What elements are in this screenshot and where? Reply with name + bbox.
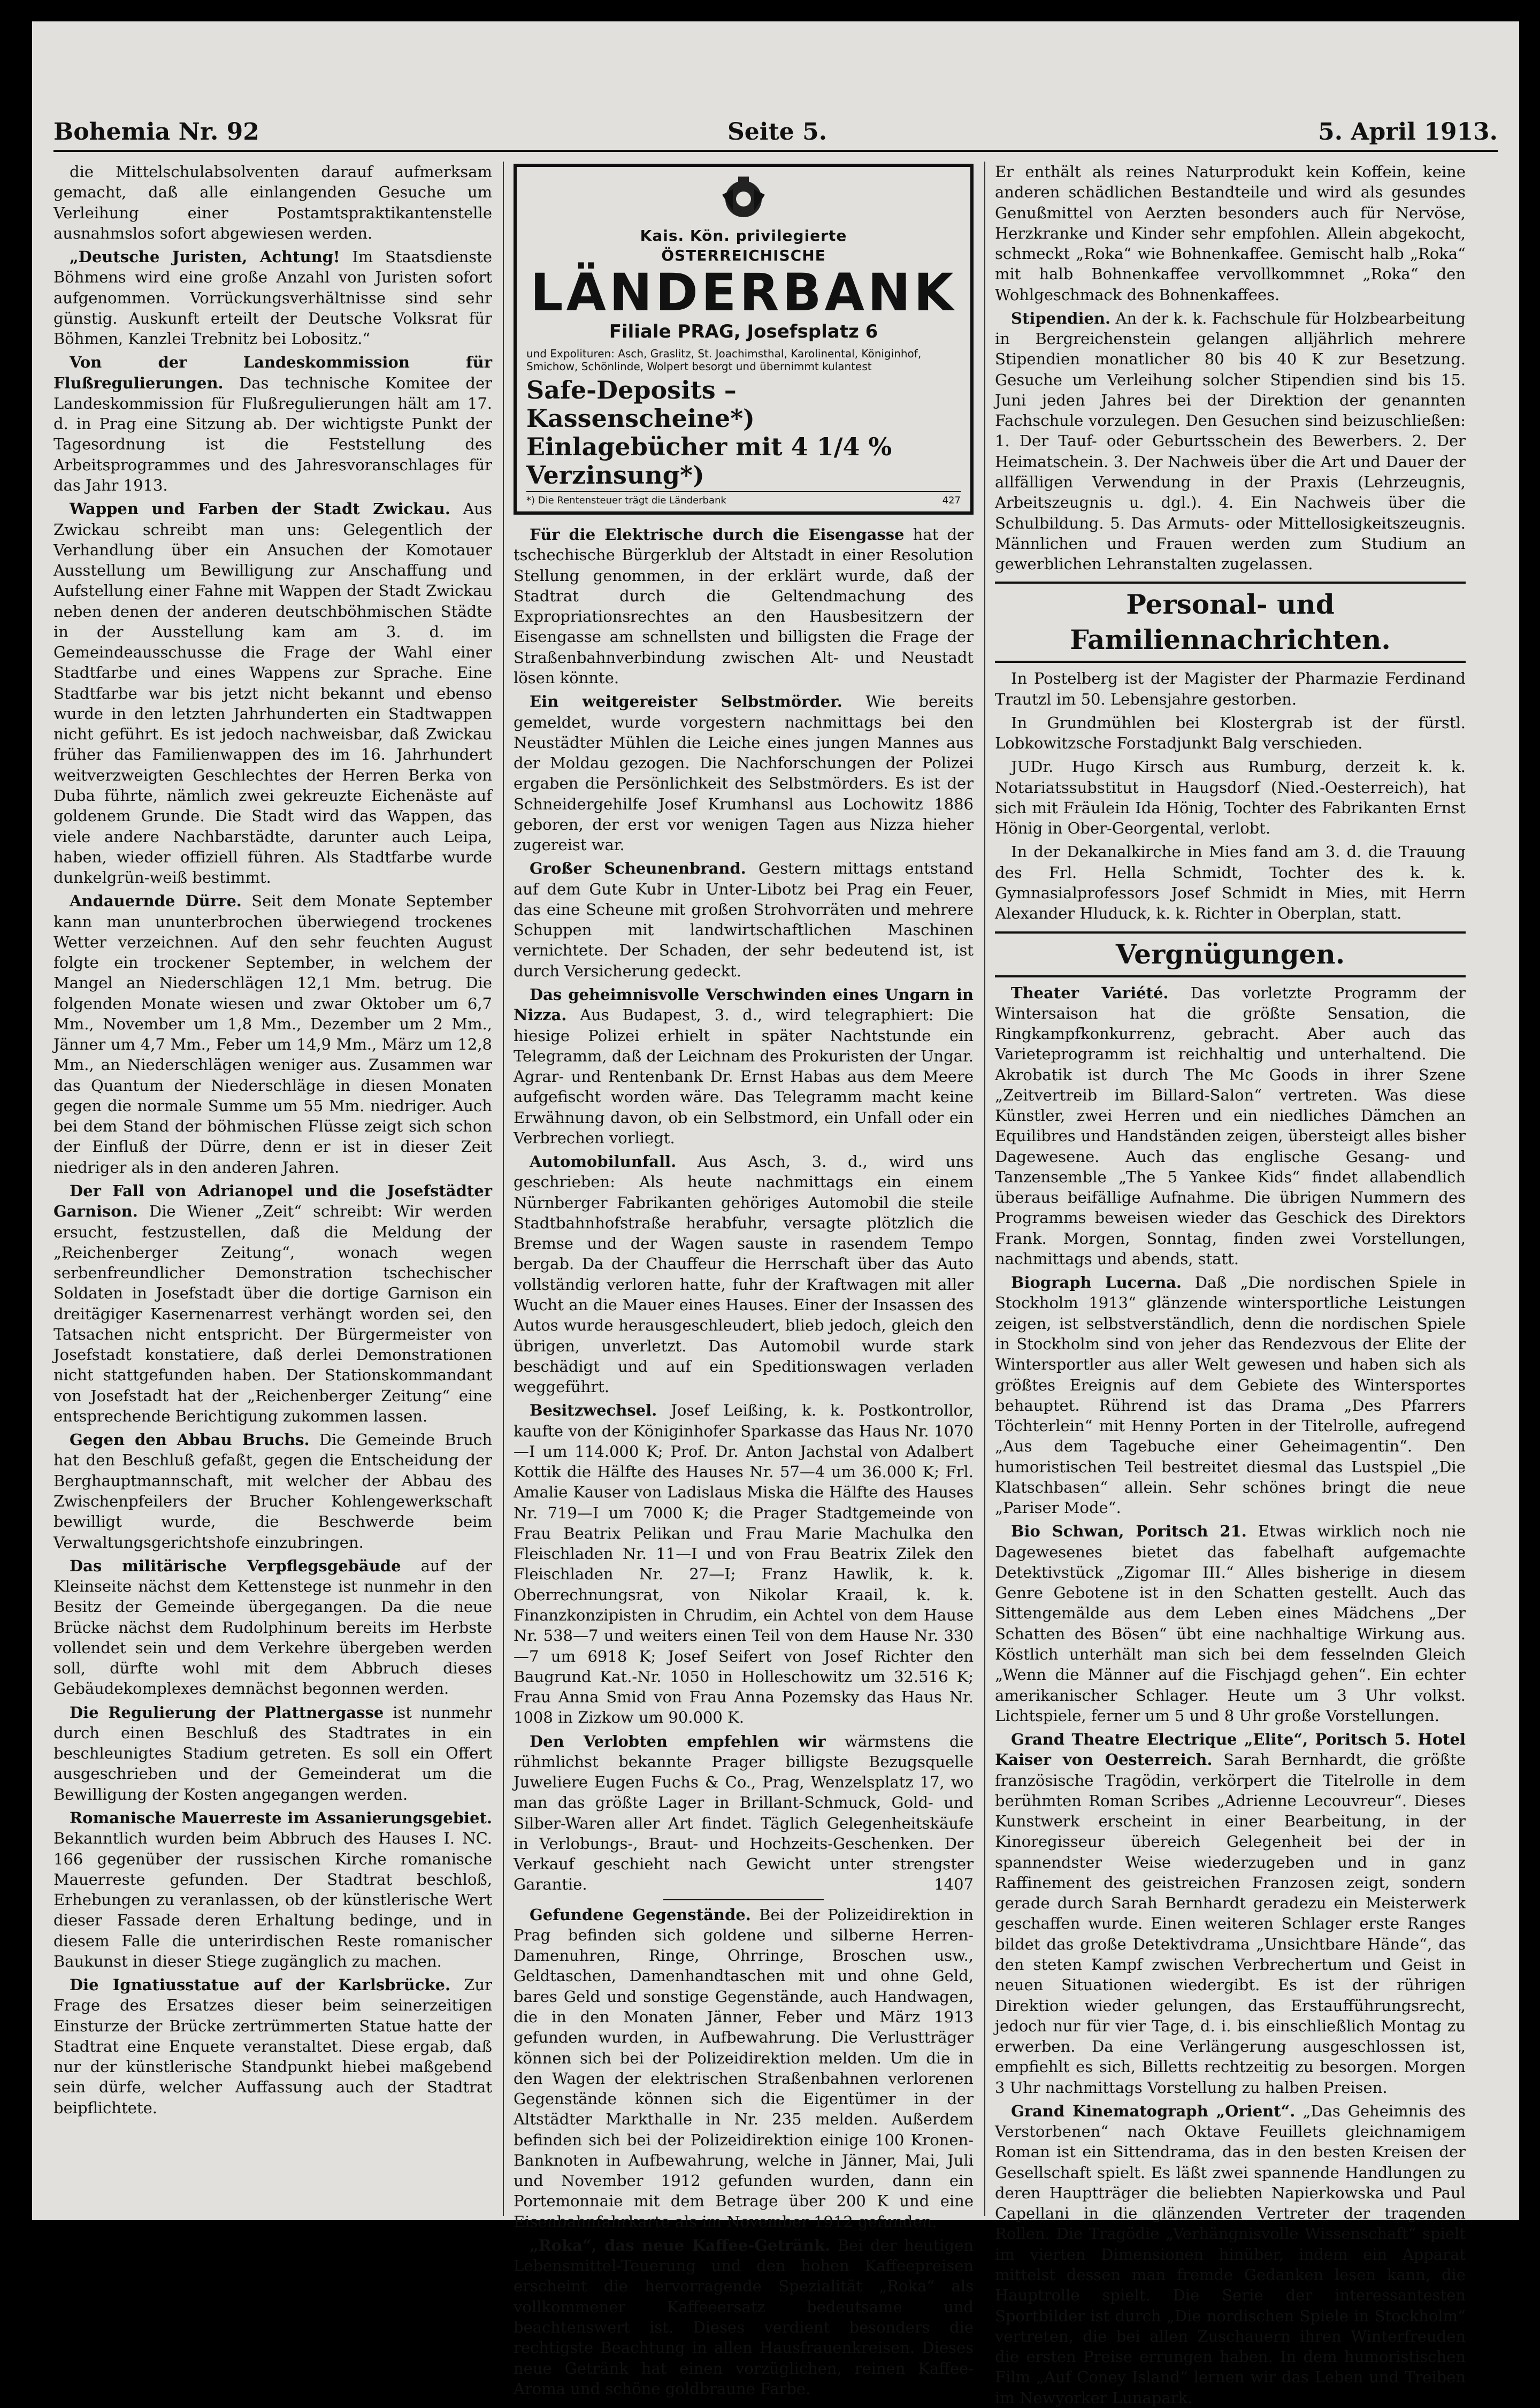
- newspaper-page: [32, 21, 1519, 2407]
- masthead: Bohemia Nr. 92: [53, 118, 259, 146]
- article-paragraph: [514, 858, 974, 981]
- article-text: An der k. k. Fachschule für Holzbearbeitung in Bergreichenstein gelangen alljährlich mehrere Stipendien monatlicher 80 bis 40 K zur Besetzung. Gesuche um Verleihung solcher Stipendien sind bis 15. Juni jeden Jahres bei der Direktion der genannten Fachschule vorzulegen. Den Gesuchen sind beizuschließen: 1. Der Tauf- oder Geburtsschein des Bewerbers. 2. Der Heimatschein. 3. Der Nachweis über die Art und Dauer der allfälligen Verwendung in der Praxis (Lehrzeugnis, Arbeitszeugnis u. dgl.). 4. Ein Nachweis über die Schulbildung. 5. Das Armuts- oder Mittellosigkeitszeugnis. Männlichen und Frauen werden zum Studium an gewerblichen Lehranstalten zugelassen.: [995, 309, 1466, 574]
- column-rule: [503, 162, 504, 2216]
- article-heading: Für die Elektrische durch die Eisengasse: [530, 525, 905, 544]
- article-heading: Stipendien.: [1011, 309, 1111, 327]
- article-paragraph: [995, 713, 1466, 754]
- page-number: Seite 5.: [727, 118, 828, 146]
- ad-note-text: *) Die Rentensteuer trägt die Länderbank: [526, 495, 726, 507]
- article-heading: „Roka“, das neue Kaffee-Getränk.: [530, 2236, 831, 2254]
- article-paragraph: [514, 1905, 974, 2232]
- ad-kk-line: Kais. Kön. privilegierte: [640, 227, 847, 245]
- article-heading: Den Verlobten empfehlen wir: [530, 1732, 826, 1750]
- article-text: Die Gemeinde Bruch hat den Beschluß gefaßt, gegen die Entscheidung der Berghauptmannschaft, mit welcher der Abbau des Zwischenpfeilers der Brucher Kohlengewerkschaft bewilligt wurde, die Beschwerde beim Verwaltungsgerichtshofe einzubringen.: [53, 1431, 492, 1551]
- ad-expositur: und Expolituren: Asch, Graslitz, St. Joachimsthal, Karolinental, Königinhof, Smichow, Schönlinde, Wolpert besorgt und übernimmt kulantest: [526, 347, 922, 373]
- eagle-crest-icon: [711, 173, 776, 221]
- article-text: Zur Frage des Ersatzes dieser beim seinerzeitigen Einsturze der Brücke zertrümmerten Statue hatte der Stadtrat eine Enquete veranstaltet. Diese ergab, daß nur der künstlerische Standpunkt hiebei maßgebend sein dürfe, welcher Auffassung auch der Stadtrat beipflichtete.: [53, 1976, 492, 2117]
- article-heading: Von der Landeskommission für Flußregulierungen.: [53, 353, 492, 392]
- article-paragraph: [995, 983, 1466, 1270]
- article-heading: Die Regulierung der Plattnergasse: [70, 1703, 384, 1722]
- section-heading: Personal- und Familiennachrichten.: [995, 582, 1466, 663]
- article-paragraph: [53, 1702, 492, 1805]
- article-divider: [663, 1899, 824, 1900]
- ad-bank-name: LÄNDERBANK: [530, 263, 957, 323]
- article-paragraph: [514, 524, 974, 688]
- article-paragraph: [53, 247, 492, 349]
- article-heading: Der Fall von Adrianopel und die Josefstädter Garnison.: [53, 1182, 492, 1221]
- article-heading: Ein weitgereister Selbstmörder.: [530, 692, 842, 711]
- article-paragraph: [995, 1272, 1466, 1518]
- article-text: „Das Geheimnis des Verstorbenen“ nach Oktave Feuillets gleichnamigem Roman ist ein Sittendrama, das in den besten Kreisen der Gesellschaft spielt. Es läßt zwei spannende Handlungen zu deren Hauptträger die beliebten Napierkowska und Paul Capellani in die glänzenden Vertreter der tragenden Rollen. Die Tragödie „Verhängnisvolle Wissenschaft“ spielt im vierten Dimensionen hinüber, indem ein Apparat mittelst dessen man fremde Gedanken lesen kann, die Hauptrolle spielt. Die Serie der interessantesten Sportbilder ist durch „Die nordischen Spiele in Stockholm“ vertreten, die bei allen Zuschauern ihren Winterfreuden die ersten Preise errungen haben. In dem humoristischen Film „Auf Coney Island“ lernen wir das Leben und Treiben im Newyorker Lunapark.: [995, 2101, 1466, 2407]
- article-text: JUDr. Hugo Kirsch aus Rumburg, derzeit k. k. Notariatssubstitut in Haugsdorf (Nied.-Oesterreich), hat sich mit Fräulein Ida Hönig, Tochter des Fabrikanten Ernst Hönig in Ober-Georgental, verlobt.: [995, 758, 1466, 838]
- article-paragraph: [995, 1729, 1466, 2098]
- article-paragraph: [514, 1400, 974, 1727]
- article-text: Etwas wirklich noch nie Dagewesenes bietet das fabelhaft aufgemachte Detektivstück „Zigomar III.“ Alles bisherige in diesem Genre Gebotene ist in den Schatten gestellt. Auch das Sittengemälde aus dem Leben eines Mädchens „Der Schatten des Bösen“ übt eine nachhaltige Wirkung aus. Köstlich unterhält man sich bei dem fesselnden Gleich „Wenn die Männer auf die Fischjagd gehen“. Ein echter amerikanischer Schlager. Heute um 3 Uhr volkst. Lichtspiele, ferner um 5 und 8 Uhr große Vorstellungen.: [995, 1522, 1466, 1725]
- article-text: Daß „Die nordischen Spiele in Stockholm 1913“ glänzende wintersportliche Leistungen zeigen, ist selbstverständlich, denn die nordischen Spiele in Stockholm sind von jeher das Rendezvous der Elite der Wintersportler aus aller Welt gewesen und haben sich als größtes Ereignis auf dem Gebiete des Wintersportes behauptet. Rührend ist das Drama „Des Pfarrers Töchterlein“ mit Henny Porten in der Titelrolle, aufregend „Aus dem Tagebuche einer Geheimagentin“. Den humoristischen Teil bestreitet diesmal das Lustspiel „Die Klatschbasen“ allein. Sehr schönes bringt die neue „Pariser Mode“.: [995, 1273, 1466, 1517]
- article-paragraph: [514, 1151, 974, 1397]
- article-text: Bei der Polizeidirektion in Prag befinden sich goldene und silberne Herren-Damenuhren, Ringe, Ohrringe, Broschen usw., Geldtaschen, Damenhandtaschen mit und ohne Geld, bares Geld und sonstige Gegenstände, auch Handwagen, die in den Monaten Jänner, Feber und März 1913 gefunden wurden, in Aufbewahrung. Die Verlustträger können sich bei der Polizeidirektion melden. Um die in den Wagen der elektrischen Straßenbahnen verlorenen Gegenstände können sich die Eigentümer in der Altstädter Markthalle in Nr. 235 melden. Außerdem befinden sich bei der Polizeidirektion einige 100 Kronen-Banknoten in Aufbewahrung, welche in Jänner, Mai, Juli und November 1912 gefunden wurden, dann ein Portemonnaie mit dem Betrage über 200 K und eine Eisenbahnfahrkarte als im November 1912 gefunden.: [514, 1905, 974, 2231]
- column-middle: [514, 162, 974, 2398]
- ad-einlage-line: Einlagebücher mit 4 1/4 % Verzinsung*): [526, 432, 892, 490]
- article-paragraph: [53, 162, 492, 243]
- article-paragraph: [995, 2101, 1466, 2408]
- article-paragraph: [53, 1975, 492, 2118]
- article-text: auf der Kleinseite nächst dem Kettenstege ist nunmehr in den Besitz der Gemeinde übergegangen. Da die neue Brücke nächst dem Rudolphinum bereits im Herbste vollendet sein und dem Verkehre übergeben werden soll, dürfte wohl mit dem Abbruch dieses Gebäudekomplexes demnächst begonnen werden.: [53, 1556, 492, 1698]
- ad-code-number: 1407: [934, 1875, 974, 1894]
- article-paragraph: [53, 1808, 492, 1971]
- article-text: Sarah Bernhardt, die größte französische Tragödin, verkörpert die Titelrolle in dem berühmten Roman Scribes „Adrienne Lecouvreur“. Dieses Kunstwerk erscheint in einer Bearbeitung, in der Kinoregisseur übereich Gelegenheit bei der in spannendster Weise wiederzugeben und in ganz Raffinement des geistreichen Franzosen zeigt, sondern gerade durch Sarah Bernhardt geradezu ein Meisterwerk geschaffen wurde. Einen weiteren Schlager erste Ranges bildet das große Detektivdrama „Unsichtbare Hände“, das den steten Kampf zwischen Verbrechertum und Geist in neuen Situationen wiedergibt. Es ist der rührigen Direktion wieder gelungen, das Erstaufführungsrecht, jedoch nur für vier Tage, d. i. bis einschließlich Montag zu erwerben. Da eine Verlängerung ausgeschlossen ist, empfiehlt es sich, Billetts rechtzeitig zu besorgen. Morgen 3 Uhr nachmittags Vorstellung zu halben Preisen.: [995, 1750, 1466, 2097]
- ad-note-number: 427: [942, 495, 961, 507]
- ad-safe-line: Safe-Deposits – Kassenscheine*): [526, 375, 755, 433]
- column-left: [53, 162, 492, 2216]
- article-text: Bekanntlich wurden beim Abbruch des Hauses I. NC. 166 gegenüber der russischen Kirche romanische Mauerreste gefunden. Der Stadtrat beschloß, Erhebungen zu veranlassen, ob der künstlerische Wert dieser Fassade deren Erhaltung bedinge, und in diesem Falle die unterirdischen Reste romanischer Baukunst in dieser Stiege zugänglich zu machen.: [53, 1829, 492, 1970]
- article-heading: Das geheimnisvolle Verschwinden eines Ungarn in Nizza.: [514, 985, 974, 1025]
- article-paragraph: [53, 499, 492, 888]
- article-text: Aus Zwickau schreibt man uns: Gelegentlich der Verhandlung über ein Ansuchen der Komotauer Ausstellung um Bewilligung zur Anschaffung und Aufstellung einer Fahne mit Wappen der Stadt Zwickau neben denen der anderen deutschböhmischen Städte in der Ausstellung kam am 3. d. im Gemeindeausschusse die Frage der Wahl einer Stadtfarbe und eines Wappens zur Sprache. Eine Stadtfarbe war bis jetzt nicht bekannt und ebenso wurde in den letzten Jahrhunderten ein Stadtwappen nicht geführt. Es ist jedoch nachweisbar, daß Zwickau früher das Familienwappen des im 16. Jahrhundert weitverzweigten Geschlechtes der Herren Berka von Duba führte, nämlich zwei gekreuzte Eichenäste auf goldenem Grunde. Die Stadt wird das Wappen, das viele andere Nachbarstädte, darunter auch Leipa, haben, wieder offiziell führen. Als Stadtfarbe wurde dunkelgrün-weiß bestimmt.: [53, 500, 492, 887]
- article-text: Das technische Komitee der Landeskommission für Flußregulierungen hält am 17. d. in Prag eine Sitzung ab. Der wichtigste Punkt der Tagesordnung ist die Feststellung des Arbeitsprogrammes und des Jahresvoranschlages für das Jahr 1913.: [53, 373, 492, 494]
- article-text: In der Dekanalkirche in Mies fand am 3. d. die Trauung des Frl. Hella Schmidt, Tochter des k. k. Gymnasialprofessors Josef Schmidt in Mies, mit Herrn Alexander Hluduck, k. k. Richter in Oberplan, statt.: [995, 843, 1466, 923]
- ad-footnote: [526, 491, 961, 507]
- article-heading: Grand Kinematograph „Orient“.: [1011, 2101, 1296, 2120]
- article-text: die Mittelschulabsolventen darauf aufmerksam gemacht, daß alle einlangenden Gesuche um Verleihung einer Postamtspraktikantenstelle ausnahmslos sofort abgewiesen werden.: [53, 163, 492, 242]
- article-heading: Gegen den Abbau Bruchs.: [70, 1431, 310, 1449]
- column-right: [995, 162, 1466, 2407]
- article-heading: Das militärische Verpflegsgebäude: [70, 1556, 401, 1575]
- article-text: Das vorletzte Programm der Wintersaison hat die größte Sensation, die Ringkampfkonkurrenz, gebracht. Aber auch das Varieteprogramm ist reichhaltig und unterhaltend. Die Akrobatik ist durch The Mc Goods in ihrer Szene „Zeitvertreib im Billard-Salon“ vertreten. Was diese Künstler, zwei Herren und ein niedliches Dämchen an Equilibres und Handständen zeigen, übersteigt alles bisher Dagewesene. Auch das englische Gesang- und Tanzensemble „The 5 Yankee Kids“ findet allabendlich überaus beifällige Aufnahme. Die übrigen Nummern des Programms beweisen wieder das Geschick des Direktors Frank. Morgen, Sonntag, finden zwei Vorstellungen, nachmittags und abends, statt.: [995, 983, 1466, 1268]
- article-text: Aus Budapest, 3. d., wird telegraphiert: Die hiesige Polizei erhielt in später Nachtstunde ein Telegramm, daß der Leichnam des Prokuristen der Ungar. Agrar- und Rentenbank Dr. Ernst Habas aus dem Meere aufgefischt worden wäre. Das Telegramm macht keine Erwähnung davon, ob ein Selbstmord, ein Unfall oder ein Verbrechen vorliegt.: [514, 1006, 974, 1147]
- article-text: Seit dem Monate September kann man ununterbrochen überwiegend trockenes Wetter verzeichnen. Auf den sehr feuchten August folgte ein trockener September, in welchem der Mangel an Niederschlägen 12,1 Mm. betrug. Die folgenden Monate wiesen und zwar Oktober um 6,7 Mm., November um 1,8 Mm., Dezember um 2 Mm., Jänner um 4,7 Mm., Feber um 14,9 Mm., März um 12,8 Mm., an Niederschlägen weniger aus. Zusammen war das Quantum der Niederschläge in diesen Monaten gegen die normale Summe um 55 Mm. niedriger. Auch bei dem Stand der böhmischen Flüsse zeigt sich schon der Einfluß der Dürre, denn er ist in dieser Zeit niedriger als in den anderen Jahren.: [53, 892, 492, 1176]
- article-heading: Automobilunfall.: [530, 1152, 677, 1171]
- article-paragraph: [514, 984, 974, 1148]
- article-paragraph: [995, 668, 1466, 709]
- article-paragraph: [514, 2235, 974, 2399]
- article-text: Aus Asch, 3. d., wird uns geschrieben: Als heute nachmittags ein einem Nürnberger Fabrikanten gehöriges Automobil die steile Stadtbahnhofstraße herabfuhr, versagte plötzlich die Bremse und der Wagen sauste in rasendem Tempo bergab. Da der Chauffeur die Herrschaft über das Auto vollständig verloren hatte, fuhr der Kraftwagen mit aller Wucht an die Mauer eines Hauses. Einer der Insassen des Autos wurde herausgeschleudert, blieb jedoch, gleich den übrigen, unverletzt. Das Automobil wurde stark beschädigt und auf ein Speditionswagen verladen weggeführt.: [514, 1152, 974, 1396]
- column-middle-articles: [514, 524, 974, 2399]
- article-heading: Gefundene Gegenstände.: [530, 1905, 751, 1924]
- article-text: wärmstens die rühmlichst bekannte Prager billigste Bezugsquelle Juweliere Eugen Fuchs & Co., Prag, Wenzelsplatz 17, wo man das größte Lager in Brillant-Schmuck, Gold- und Silber-Waren aller Art findet. Täglich Gelegenheitskäufe in Verlobungs-, Braut- und Hochzeits-Geschenken. Der Verkauf geschieht nach Gewicht unter strengster Garantie.: [514, 1732, 974, 1894]
- article-text: ist nunmehr durch einen Beschluß des Stadtrates in ein beschleunigtes Stadium getreten. Es soll ein Offert ausgeschrieben und der Gemeinderat um die Bewilligung der Kosten angegangen werden.: [53, 1703, 492, 1803]
- article-text: In Grundmühlen bei Klostergrab ist der fürstl. Lobkowitzsche Forstadjunkt Balg verschieden.: [995, 713, 1466, 753]
- article-heading: Romanische Mauerreste im Assanierungsgebiet.: [70, 1808, 492, 1827]
- article-paragraph: [995, 1521, 1466, 1726]
- article-paragraph: [53, 1556, 492, 1699]
- article-text: Die Wiener „Zeit“ schreibt: Wir werden ersucht, festzustellen, daß die Meldung der „Reichenberger Zeitung“, wonach wegen serbenfreundlicher Demonstration tschechischer Soldaten in Josefstadt über die dortige Garnison ein dreitägiger Kasernenarrest verhängt worden sei, den Tatsachen nicht entspricht. Der Bürgermeister von Josefstadt konstatiere, daß derlei Demonstrationen nicht stattgefunden haben. Der Stationskommandant von Josefstadt hat der „Reichenberger Zeitung“ eine entsprechende Berichtigung zukommen lassen.: [53, 1202, 492, 1425]
- article-paragraph: [514, 691, 974, 855]
- article-paragraph: [995, 842, 1466, 923]
- article-paragraph: [53, 1181, 492, 1426]
- laenderbank-advertisement: [514, 164, 974, 515]
- article-text: In Postelberg ist der Magister der Pharmazie Ferdinand Trautzl im 50. Lebensjahre gestorben.: [995, 669, 1466, 708]
- section-heading: Vergnügungen.: [995, 931, 1466, 977]
- article-paragraph: [53, 891, 492, 1178]
- article-heading: Besitzwechsel.: [530, 1401, 657, 1420]
- article-heading: Grand Theatre Electrique „Elite“, Poritsch 5. Hotel Kaiser von Oesterreich.: [995, 1730, 1466, 1769]
- article-heading: Bio Schwan, Poritsch 21.: [1011, 1522, 1247, 1541]
- article-paragraph: [995, 308, 1466, 574]
- page-header: [53, 107, 1498, 152]
- ad-oest-line: ÖSTERREICHISCHE: [661, 247, 826, 265]
- article-paragraph: [995, 756, 1466, 838]
- article-text: Wie bereits gemeldet, wurde vorgestern nachmittags bei den Neustädter Mühlen die Leiche eines jungen Mannes aus der Moldau gezogen. Die Nachforschungen der Polizei ergaben die Persönlichkeit des Selbstmörders. Es ist der Schneidergehilfe Josef Krumhansl aus Lochowitz 1886 geboren, der erst vor wenigen Tagen aus Nizza hieher zugereist war.: [514, 692, 974, 854]
- article-paragraph: [53, 1429, 492, 1553]
- article-heading: Andauernde Dürre.: [70, 892, 242, 911]
- article-text: hat der tschechische Bürgerklub der Altstadt in einer Resolution Stellung genommen, in der erklärt wurde, daß der Stadtrat durch die Geltendmachung des Expropriationsrechtes an den Hausbesitzern der Eisengasse am schnellsten und billigsten die Frage der Straßenbahnverbindung zwischen Alt- und Neustadt lösen könnte.: [514, 525, 974, 687]
- article-heading: Wappen und Farben der Stadt Zwickau.: [70, 500, 450, 518]
- article-text: Im Staatsdienste Böhmens wird eine große Anzahl von Juristen sofort aufgenommen. Vorrückungsverhältnisse sind sehr günstig. Auskunft erteilt der Deutsche Volksrat für Böhmen, Kanzlei Trebnitz bei Lobositz.“: [53, 248, 492, 348]
- article-heading: Theater Variété.: [1011, 983, 1169, 1002]
- article-heading: Großer Scheunenbrand.: [530, 859, 746, 878]
- issue-date: 5. April 1913.: [1318, 118, 1498, 146]
- article-text: Josef Leißing, k. k. Postkontrollor, kaufte von der Königinhofer Sparkasse das Haus Nr. 1070—I um 114.000 K; Prof. Dr. Anton Jachstal von Adalbert Kottik die Hälfte des Hauses Nr. 57—4 um 36.000 K; Frl. Amalie Kauser von Ladislaus Miska die Hälfte des Hauses Nr. 719—I um 7000 K; die Prager Stadtgemeinde von Frau Beatrix Pelikan und Frau Marie Machulka den Fleischladen Nr. 11—I und von Frau Beatrix Zilek den Fleischladen Nr. 27—I; Franz Hawlik, k. k. Oberrechnungsrat, von Nikolar Kraail, k. k. Finanzkonzipisten in Chrudim, ein Achtel von dem Hause Nr. 538—7 und weiters einen Teil von dem Hause Nr. 330—7 um 6918 K; Josef Seifert von Josef Richter den Baugrund Kat.-Nr. 1050 in Holleschowitz um 32.516 K; Frau Anna Smid von Frau Anna Pozemsky das Haus Nr. 1008 in Zizkow um 90.000 K.: [514, 1401, 974, 1727]
- article-paragraph: [53, 352, 492, 495]
- column-rule: [984, 162, 985, 2216]
- article-paragraph: [514, 1731, 974, 1895]
- article-heading: Biograph Lucerna.: [1011, 1273, 1182, 1292]
- article-heading: „Deutsche Juristen, Achtung!: [70, 248, 340, 266]
- article-paragraph: [995, 162, 1466, 305]
- article-text: Er enthält als reines Naturprodukt kein Koffein, keine anderen schädlichen Bestandteile und wird als gesundes Genußmittel von Aerzten besonders auch für Nervöse, Herzkranke und Kinder sehr empfohlen. Allein abgekocht, schmeckt „Roka“ wie Bohnenkaffee. Gemischt halb „Roka“ mit halb Bohnenkaffee vervollkommnet „Roka“ den Wohlgeschmack des Bohnenkaffees.: [995, 163, 1466, 304]
- ad-filiale: Filiale PRAG, Josefsplatz 6: [609, 320, 878, 342]
- article-heading: Die Ignatiusstatue auf der Karlsbrücke.: [70, 1976, 451, 1994]
- article-text: Bei der heutigen Lebensmittel-Teuerung und den hohen Kaffeepreisen erscheint die hervorragende Spezialität „Roka“ als vollkommener Kaffeeersatz bedeutsame und beachtenswert ist. Dieses verdient besonders die rechtigste Beachtung in allen Hausfrauenkreisen. Dieses neue Getränk hat einen vorzüglichen, reinen Kaffee-Aroma und schöne goldbraune Farbe.: [514, 2236, 974, 2398]
- article-text: Gestern mittags entstand auf dem Gute Kubr in Unter-Libotz bei Prag ein Feuer, das eine Scheune mit großen Strohvorräten und mehrere Schuppen mit landwirtschaftlichen Maschinen vernichtete. Der Schaden, der sehr bedeutend ist, ist durch Versicherung gedeckt.: [514, 859, 974, 980]
